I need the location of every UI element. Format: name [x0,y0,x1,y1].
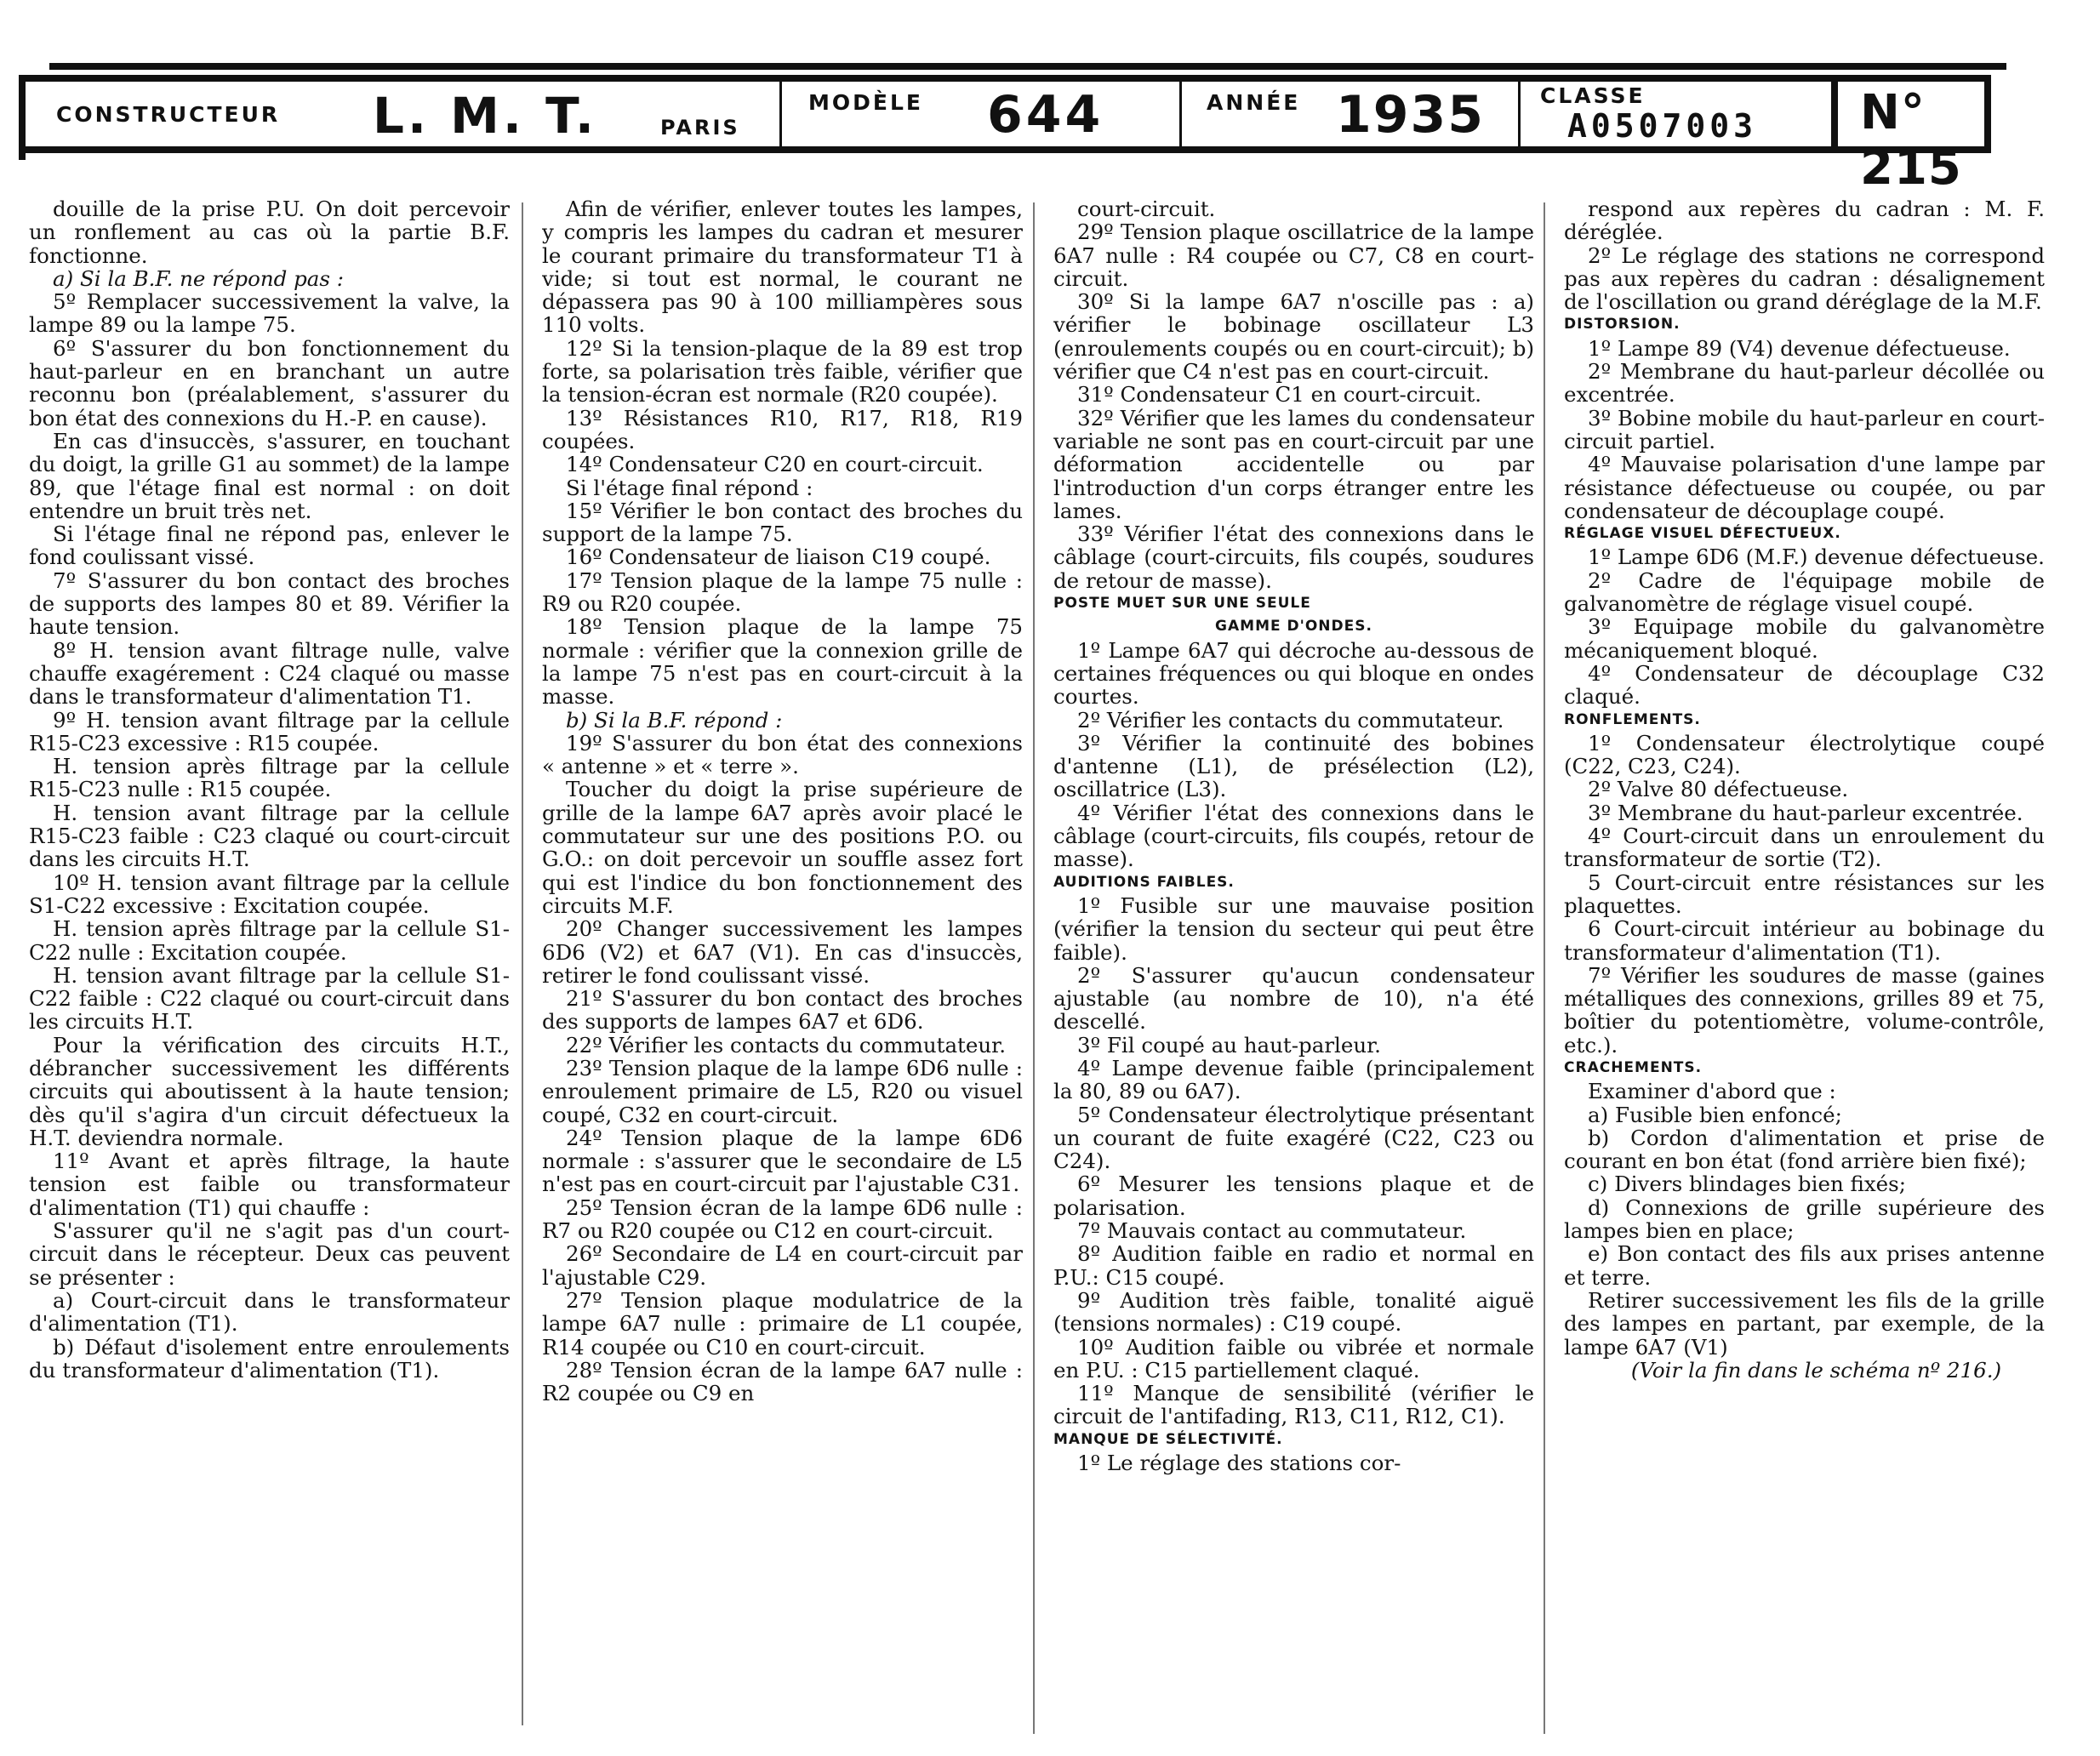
paragraph: Pour la vérification des circuits H.T., débrancher successivement les différents circuits qui aboutissent à la haute tension; dès qu'il s'agira d'un circuit défectueux la H.T. deviendra normale. [29,1032,510,1150]
paragraph: 24º Tension plaque de la lampe 6D6 normale : s'assurer que le secondaire de L5 n'est pas en court-circuit par l'ajustable C31. [542,1125,1023,1197]
paragraph: 3º Bobine mobile du haut-parleur en court-circuit partiel. [1564,405,2045,453]
paragraph: 6º Mesurer les tensions plaque et de polarisation. [1053,1172,1534,1220]
paragraph: 3º Membrane du haut-parleur excentrée. [1588,800,2023,825]
paragraph: Afin de vérifier, enlever toutes les lampes, y compris les lampes du cadran et mesurer le courant primaire du transformateur T1 à vide; si tout est normal, le courant ne dépassera pas 90 à 100 milliampères sous 110 volts. [542,197,1023,338]
header-divider [779,82,782,146]
paragraph: 2º Membrane du haut-parleur décollée ou excentrée. [1564,359,2045,408]
paragraph: 10º Audition faible ou vibrée et normale en P.U. : C15 partiellement claqué. [1053,1334,1534,1383]
paragraph: court-circuit. [1077,197,1216,221]
paragraph: 6º S'assurer du bon fonctionnement du haut-parleur en en branchant un autre reconnu bon (préalablement, s'assurer du bon état des connexions du H.-P. en cause). [29,335,510,430]
paragraph: 25º Tension écran de la lampe 6D6 nulle : R7 ou R20 coupée ou C12 en court-circuit. [542,1194,1023,1244]
paragraph: a) Court-circuit dans le transformateur d'alimentation (T1). [29,1287,510,1337]
paragraph: 8º H. tension avant filtrage nulle, valve chauffe exagérement : C24 claqué ou masse dans le transformateur d'alimentation T1. [29,637,510,710]
paragraph: 33º Vérifier l'état des connexions dans le câblage (court-circuits, fils coupés, soudures de retour de masse). [1053,522,1534,593]
section-heading: CRACHEMENTS. [1564,1058,1703,1076]
paragraph: 15º Vérifier le bon contact des broches du support de la lampe 75. [542,498,1023,547]
paragraph: 18º Tension plaque de la lampe 75 normale : vérifier que la connexion grille de la lampe 75 n'est pas en court-circuit à la masse. [542,614,1023,710]
header-left-rule [19,75,26,160]
section-heading: GAMME D'ONDES. [1215,618,1372,636]
header-band [19,75,1991,196]
section-heading: POSTE MUET SUR UNE SEULE [1053,595,1311,613]
paragraph: 26º Secondaire de L4 en court-circuit par l'ajustable C29. [542,1241,1023,1290]
paragraph: a) Fusible bien enfoncé; [1588,1102,1842,1127]
paragraph: 16º Condensateur de liaison C19 coupé. [566,544,991,570]
paragraph: 12º Si la tension-plaque de la 89 est trop forte, sa polarisation très faible, vérifier que la tension-écran est normale (R20 coupée). [542,335,1023,408]
annee-label: ANNÉE [1207,90,1301,115]
paragraph: 7º S'assurer du bon contact des broches de supports des lampes 80 et 89. Vérifier la haute tension. [29,567,510,640]
paragraph: 29º Tension plaque oscillatrice de la lampe 6A7 nulle : R4 coupée ou C7, C8 en court-circuit. [1053,220,1534,291]
paragraph: 9º Audition très faible, tonalité aiguë (tensions normales) : C19 coupé. [1053,1287,1534,1337]
paragraph: b) Défaut d'isolement entre enroulements du transformateur d'alimentation (T1). [29,1334,510,1383]
paragraph: 4º Court-circuit dans un enroulement du transformateur de sortie (T2). [1564,824,2045,872]
paragraph: 4º Mauvaise polarisation d'une lampe par résistance défectueuse ou coupée, ou par condensateur de découplage coupé. [1564,452,2045,523]
paragraph: a) Si la B.F. ne répond pas : [53,265,345,291]
constructeur-label: CONSTRUCTEUR [56,102,281,127]
paragraph: 2º Le réglage des stations ne correspond pas aux repères du cadran : désalignement de l'oscillation ou grand déréglage de la M.F. [1564,242,2045,315]
paragraph: Retirer successivement les fils de la grille des lampes en partant, par exemple, de la lampe 6A7 (V1) [1564,1287,2045,1360]
paragraph: 27º Tension plaque modulatrice de la lampe 6A7 nulle : primaire de L1 coupée, R14 coupée ou C10 en court-circuit. [542,1287,1023,1360]
paragraph: 10º H. tension avant filtrage par la cellule S1-C22 excessive : Excitation coupée. [29,869,510,918]
paragraph: Si l'étage final ne répond pas, enlever le fond coulissant vissé. [29,522,510,570]
header-divider [1179,82,1182,146]
paragraph: 11º Manque de sensibilité (vérifier le circuit de l'antifading, R13, C11, R12, C1). [1053,1381,1534,1429]
paragraph: 9º H. tension avant filtrage par la cellule R15-C23 excessive : R15 coupée. [29,707,510,755]
paragraph: Toucher du doigt la prise supérieure de grille de la lampe 6A7 après avoir placé le commutateur sur une des positions P.O. ou G.O.: on doit percevoir un souffle assez fort qui est l'indice du bon fonctionnement des circuits M.F. [542,777,1023,918]
paragraph: 7º Mauvais contact au commutateur. [1077,1218,1467,1244]
paragraph: 3º Equipage mobile du galvanomètre mécaniquement bloqué. [1564,614,2045,663]
section-heading: RONFLEMENTS. [1564,710,1701,728]
text-column-2 [542,197,1023,1746]
section-heading: AUDITIONS FAIBLES. [1053,873,1235,891]
paragraph: 4º Condensateur de découplage C32 claqué. [1564,660,2045,710]
paragraph: 19º S'assurer du bon état des connexions « antenne » et « terre ». [542,730,1023,779]
paragraph: 1º Condensateur électrolytique coupé (C22, C23, C24). [1564,730,2045,779]
paragraph: 21º S'assurer du bon contact des broches des supports de lampes 6A7 et 6D6. [542,986,1023,1035]
constructeur-name: L. M. T. [373,87,597,145]
paragraph: 2º Vérifier les contacts du commutateur. [1077,707,1504,733]
paragraph: En cas d'insuccès, s'assurer, en touchant du doigt, la grille G1 au sommet) de la lampe 89, que l'étage final est normal : on doit entendre un bruit très net. [29,428,510,523]
paragraph: 1º Fusible sur une mauvaise position (vérifier la tension du secteur qui peut être faible). [1053,892,1534,965]
paragraph: 17º Tension plaque de la lampe 75 nulle : R9 ou R20 coupée. [542,567,1023,617]
paragraph: b) Cordon d'alimentation et prise de courant en bon état (fond arrière bien fixé); [1564,1125,2045,1174]
paragraph: 1º Lampe 6D6 (M.F.) devenue défectueuse. [1588,544,2045,570]
paragraph: H. tension après filtrage par la cellule S1-C22 nulle : Excitation coupée. [29,916,510,965]
paragraph: 2º Valve 80 défectueuse. [1588,777,1849,802]
paragraph: 5 Court-circuit entre résistances sur les plaquettes. [1564,869,2045,918]
paragraph: d) Connexions de grille supérieure des lampes bien en place; [1564,1194,2045,1244]
modele-value: 644 [987,85,1104,145]
paragraph: 20º Changer successivement les lampes 6D6 (V2) et 6A7 (V1). En cas d'insuccès, retirer le fond coulissant vissé. [542,916,1023,988]
section-heading: DISTORSION. [1564,316,1681,334]
paragraph: 13º Résistances R10, R17, R18, R19 coupées. [542,405,1023,453]
paragraph: H. tension avant filtrage par la cellule R15-C23 faible : C23 claqué ou court-circuit dans les circuits H.T. [29,800,510,872]
paragraph: 3º Vérifier la continuité des bobines d'antenne (L1), de présélection (L2), oscillatrice (L3). [1053,730,1534,802]
paragraph: 1º Le réglage des stations cor- [1077,1451,1401,1476]
paragraph: 11º Avant et après filtrage, la haute tension est faible ou transformateur d'alimentation (T1) qui chauffe : [29,1149,510,1220]
paragraph: 2º S'assurer qu'aucun condensateur ajustable (au nombre de 10), n'a été descellé. [1053,962,1534,1035]
paragraph: 5º Remplacer successivement la valve, la lampe 89 ou la lampe 75. [29,289,510,338]
paragraph: 32º Vérifier que les lames du condensateur variable ne sont pas en court-circuit par une déformation accidentelle ou par l'introduction d'un corps étranger entre les lames. [1053,405,1534,523]
modele-label: MODÈLE [808,90,923,115]
paragraph: 1º Lampe 6A7 qui décroche au-dessous de certaines fréquences ou qui bloque en ondes courtes. [1053,637,1534,710]
paragraph: e) Bon contact des fils aux prises antenne et terre. [1564,1241,2045,1290]
section-heading: MANQUE DE SÉLECTIVITÉ. [1053,1430,1283,1448]
section-heading: RÉGLAGE VISUEL DÉFECTUEUX. [1564,525,1841,543]
paragraph: 1º Lampe 89 (V4) devenue défectueuse. [1588,335,2011,361]
annee-value: 1935 [1336,85,1485,145]
paragraph: H. tension après filtrage par la cellule R15-C23 nulle : R15 coupée. [29,754,510,802]
classe-label: CLASSE [1540,83,1646,108]
paragraph: S'assurer qu'il ne s'agit pas d'un court-circuit dans le récepteur. Deux cas peuvent se présenter : [29,1218,510,1290]
paragraph: 6 Court-circuit intérieur au bobinage du transformateur d'alimentation (T1). [1564,916,2045,965]
paragraph: Examiner d'abord que : [1588,1079,1836,1104]
paragraph: b) Si la B.F. répond : [566,707,783,733]
paragraph: 3º Fil coupé au haut-parleur. [1077,1032,1381,1058]
header-divider [1831,82,1838,146]
text-column-4 [1564,197,2045,1746]
paragraph: 14º Condensateur C20 en court-circuit. [566,452,984,477]
paragraph: Si l'étage final répond : [566,475,813,500]
text-body [0,197,2100,1754]
paragraph: douille de la prise P.U. On doit percevoir un ronflement au cas où la partie B.F. fonctionne. [29,197,510,268]
paragraph: 2º Cadre de l'équipage mobile de galvanomètre de réglage visuel coupé. [1564,567,2045,617]
header-top-rule [49,63,2006,70]
paragraph: 23º Tension plaque de la lampe 6D6 nulle : enroulement primaire de L5, R20 ou visuel coupé, C32 en court-circuit. [542,1055,1023,1127]
paragraph: H. tension avant filtrage par la cellule S1-C22 faible : C22 claqué ou court-circuit dans les circuits H.T. [29,962,510,1035]
paragraph: 8º Audition faible en radio et normal en P.U.: C15 coupé. [1053,1241,1534,1290]
paragraph: 4º Vérifier l'état des connexions dans le câblage (court-circuits, fils coupés, retour de masse). [1053,800,1534,872]
paragraph: 22º Vérifier les contacts du commutateur. [566,1032,1006,1058]
document-number: N° 215 [1860,85,1962,196]
paragraph: 4º Lampe devenue faible (principalement la 80, 89 ou 6A7). [1053,1055,1534,1104]
header-divider [1518,82,1521,146]
text-column-1 [29,197,510,1746]
city-label: PARIS [660,116,740,140]
paragraph: 5º Condensateur électrolytique présentant un courant de fuite exagéré (C22, C23 ou C24). [1053,1102,1534,1174]
classe-value: A0507003 [1567,107,1758,145]
paragraph: 31º Condensateur C1 en court-circuit. [1077,382,1482,408]
text-column-3 [1053,197,1534,1746]
paragraph: c) Divers blindages bien fixés; [1588,1172,1906,1197]
paragraph: (Voir la fin dans le schéma nº 216.) [1630,1357,2002,1383]
paragraph: 28º Tension écran de la lampe 6A7 nulle : R2 coupée ou C9 en [542,1357,1023,1406]
paragraph: 7º Vérifier les soudures de masse (gaines métalliques des connexions, grilles 89 et 75, boîtier du potentiomètre, volume-contrôle, etc.). [1564,962,2045,1058]
paragraph: 30º Si la lampe 6A7 n'oscille pas : a) vérifier le bobinage oscillateur L3 (enroulements coupés ou en court-circuit); b) vérifier que C4 n'est pas en court-circuit. [1053,289,1534,385]
paragraph: respond aux repères du cadran : M. F. déréglée. [1564,197,2045,245]
